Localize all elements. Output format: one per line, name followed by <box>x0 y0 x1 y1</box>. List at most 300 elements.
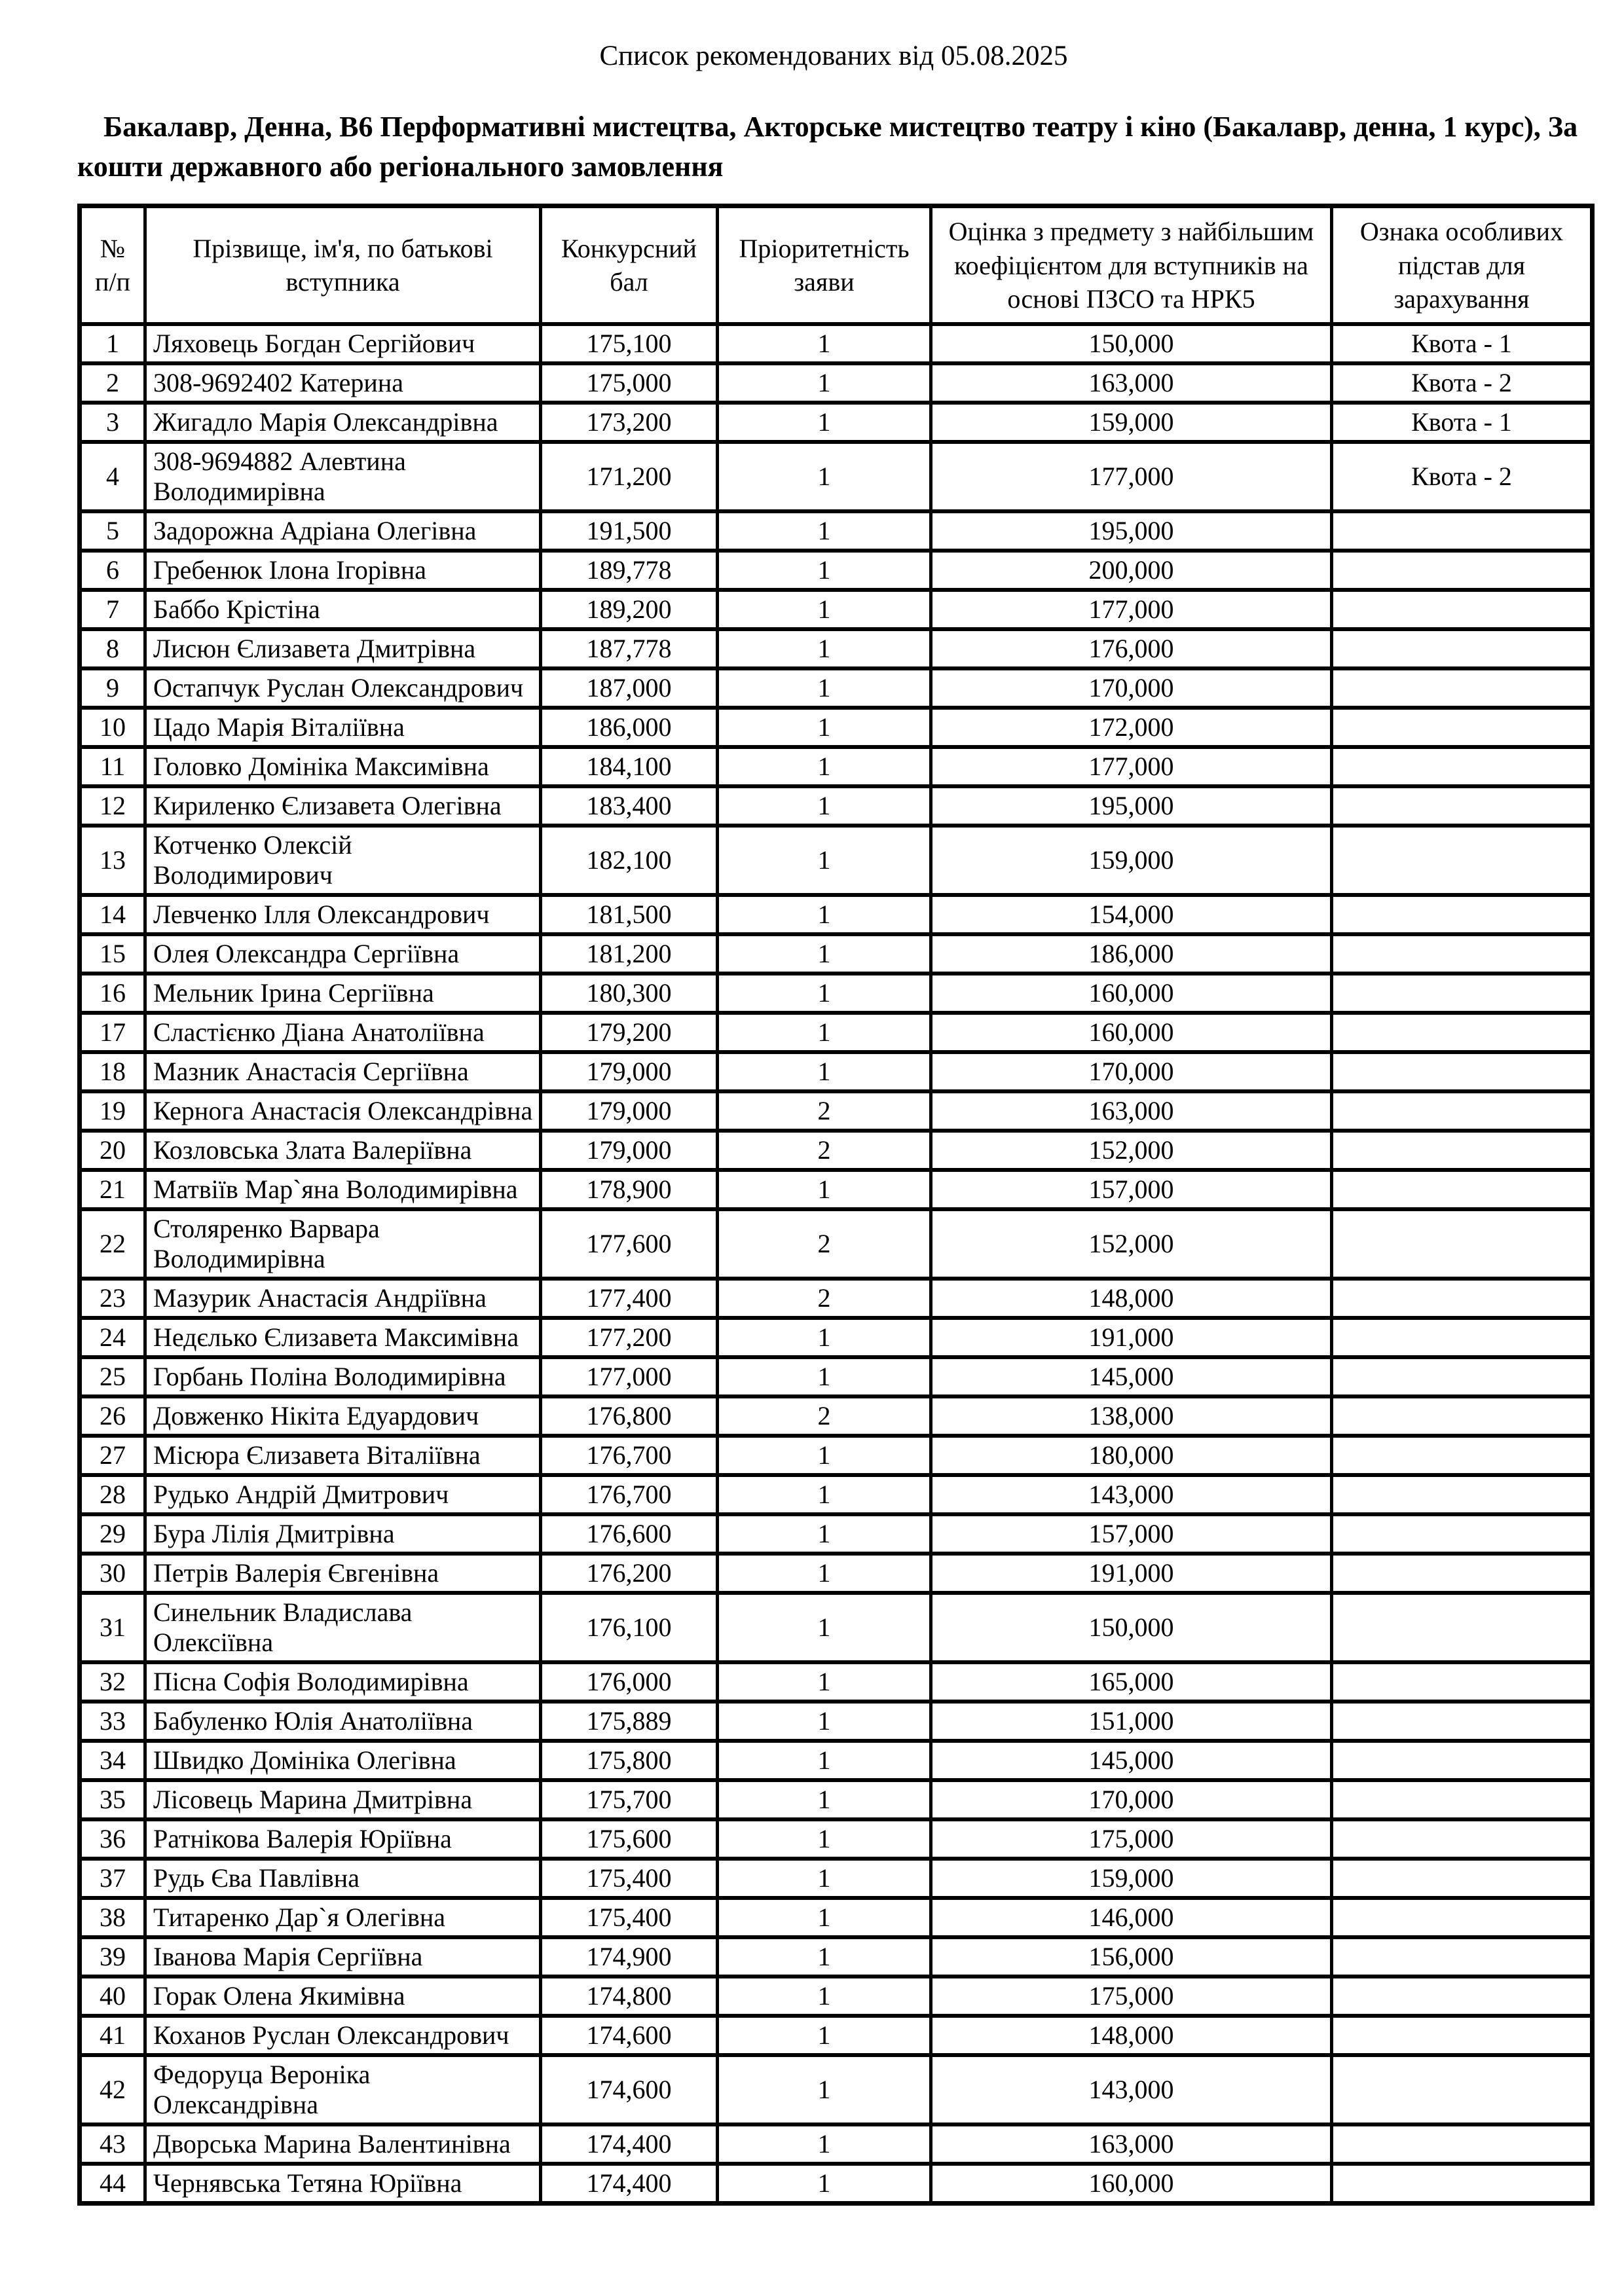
quota-cell <box>1332 747 1593 786</box>
row-number-cell: 34 <box>80 1741 145 1780</box>
subject-score-cell: 186,000 <box>931 934 1332 974</box>
competitive-score-cell: 176,100 <box>541 1593 718 1662</box>
table-row <box>80 786 1593 826</box>
priority-cell: 1 <box>718 826 931 895</box>
applicant-name-cell: Матвіїв Мар`яна Володимирівна <box>145 1170 541 1209</box>
subject-score-cell: 165,000 <box>931 1662 1332 1702</box>
quota-cell <box>1332 1937 1593 1977</box>
row-number-cell: 7 <box>80 590 145 629</box>
table-row <box>80 1475 1593 1514</box>
priority-cell: 1 <box>718 895 931 934</box>
row-number-cell: 39 <box>80 1937 145 1977</box>
row-number-cell: 14 <box>80 895 145 934</box>
table-row <box>80 1436 1593 1475</box>
quota-cell <box>1332 1091 1593 1131</box>
subject-score-cell: 177,000 <box>931 590 1332 629</box>
row-number-cell: 17 <box>80 1013 145 1052</box>
competitive-score-cell: 174,600 <box>541 2016 718 2055</box>
competitive-score-cell: 176,200 <box>541 1554 718 1593</box>
applicant-name-cell: Сластієнко Діана Анатоліївна <box>145 1013 541 1052</box>
table-row <box>80 590 1593 629</box>
subject-score-cell: 159,000 <box>931 1859 1332 1898</box>
applicant-name-cell: Кернога Анастасія Олександрівна <box>145 1091 541 1131</box>
priority-cell: 1 <box>718 1052 931 1091</box>
row-number-cell: 13 <box>80 826 145 895</box>
table-row <box>80 2124 1593 2164</box>
priority-cell: 1 <box>718 1937 931 1977</box>
table-row <box>80 1859 1593 1898</box>
applicant-name-cell: Левченко Ілля Олександрович <box>145 895 541 934</box>
applicant-name-cell: Коханов Руслан Олександрович <box>145 2016 541 2055</box>
quota-cell <box>1332 786 1593 826</box>
table-row <box>80 2016 1593 2055</box>
priority-cell: 1 <box>718 668 931 708</box>
quota-cell <box>1332 974 1593 1013</box>
row-number-cell: 30 <box>80 1554 145 1593</box>
applicant-name-cell: Столяренко Варвара Володимирівна <box>145 1209 541 1279</box>
applicant-name-cell: Остапчук Руслан Олександрович <box>145 668 541 708</box>
table-row <box>80 1357 1593 1396</box>
competitive-score-cell: 175,100 <box>541 324 718 363</box>
document-content <box>77 38 1590 2206</box>
priority-cell: 2 <box>718 1131 931 1170</box>
priority-cell: 1 <box>718 1702 931 1741</box>
table-row <box>80 1318 1593 1357</box>
applicant-name-cell: Задорожна Адріана Олегівна <box>145 511 541 551</box>
row-number-cell: 25 <box>80 1357 145 1396</box>
quota-cell: Квота - 2 <box>1332 363 1593 403</box>
subject-score-cell: 172,000 <box>931 708 1332 747</box>
row-number-cell: 41 <box>80 2016 145 2055</box>
priority-cell: 1 <box>718 708 931 747</box>
table-row <box>80 1977 1593 2016</box>
applicant-name-cell: Довженко Нікіта Едуардович <box>145 1396 541 1436</box>
row-number-cell: 31 <box>80 1593 145 1662</box>
quota-cell <box>1332 1898 1593 1937</box>
table-row <box>80 974 1593 1013</box>
table-row <box>80 708 1593 747</box>
priority-cell: 1 <box>718 1780 931 1819</box>
subject-score-cell: 150,000 <box>931 324 1332 363</box>
priority-cell: 1 <box>718 1977 931 2016</box>
applicant-name-cell: Чернявська Тетяна Юріївна <box>145 2164 541 2204</box>
table-row <box>80 363 1593 403</box>
row-number-cell: 11 <box>80 747 145 786</box>
applicant-name-cell: Дворська Марина Валентинівна <box>145 2124 541 2164</box>
row-number-cell: 18 <box>80 1052 145 1091</box>
row-number-cell: 15 <box>80 934 145 974</box>
subject-score-cell: 154,000 <box>931 895 1332 934</box>
quota-cell <box>1332 1436 1593 1475</box>
subject-score-cell: 151,000 <box>931 1702 1332 1741</box>
subject-score-cell: 191,000 <box>931 1318 1332 1357</box>
row-number-cell: 38 <box>80 1898 145 1937</box>
priority-cell: 1 <box>718 551 931 590</box>
applicant-name-cell: Титаренко Дар`я Олегівна <box>145 1898 541 1937</box>
priority-cell: 1 <box>718 629 931 668</box>
quota-cell <box>1332 1170 1593 1209</box>
applicant-name-cell: Жигадло Марія Олександрівна <box>145 403 541 442</box>
table-row <box>80 1514 1593 1554</box>
priority-cell: 1 <box>718 1013 931 1052</box>
subject-score-cell: 170,000 <box>931 1052 1332 1091</box>
applicant-name-cell: Горак Олена Якимівна <box>145 1977 541 2016</box>
quota-cell <box>1332 590 1593 629</box>
priority-cell: 1 <box>718 1357 931 1396</box>
competitive-score-cell: 180,300 <box>541 974 718 1013</box>
row-number-cell: 1 <box>80 324 145 363</box>
competitive-score-cell: 175,700 <box>541 1780 718 1819</box>
applicant-name-cell: Гребенюк Ілона Ігорівна <box>145 551 541 590</box>
table-row <box>80 1898 1593 1937</box>
applicant-name-cell: Швидко Домініка Олегівна <box>145 1741 541 1780</box>
competitive-score-cell: 183,400 <box>541 786 718 826</box>
priority-cell: 1 <box>718 934 931 974</box>
priority-cell: 1 <box>718 2124 931 2164</box>
competitive-score-cell: 177,200 <box>541 1318 718 1357</box>
quota-cell <box>1332 1318 1593 1357</box>
subject-score-cell: 177,000 <box>931 747 1332 786</box>
row-number-cell: 20 <box>80 1131 145 1170</box>
subject-score-cell: 200,000 <box>931 551 1332 590</box>
table-row <box>80 1554 1593 1593</box>
applicant-name-cell: Синельник Владислава Олексіївна <box>145 1593 541 1662</box>
table-row <box>80 2164 1593 2204</box>
priority-cell: 2 <box>718 1396 931 1436</box>
subject-score-cell: 159,000 <box>931 826 1332 895</box>
priority-cell: 1 <box>718 1318 931 1357</box>
priority-cell: 1 <box>718 1554 931 1593</box>
row-number-cell: 32 <box>80 1662 145 1702</box>
table-row <box>80 629 1593 668</box>
header-applicant-name: Прізвище, ім'я, по батькові вступника <box>145 206 541 324</box>
subject-score-cell: 143,000 <box>931 2055 1332 2124</box>
priority-cell: 1 <box>718 2016 931 2055</box>
competitive-score-cell: 174,900 <box>541 1937 718 1977</box>
row-number-cell: 28 <box>80 1475 145 1514</box>
quota-cell: Квота - 1 <box>1332 403 1593 442</box>
subject-score-cell: 170,000 <box>931 668 1332 708</box>
row-number-cell: 3 <box>80 403 145 442</box>
table-row <box>80 1937 1593 1977</box>
quota-cell <box>1332 2164 1593 2204</box>
applicant-name-cell: Іванова Марія Сергіївна <box>145 1937 541 1977</box>
row-number-cell: 5 <box>80 511 145 551</box>
quota-cell <box>1332 1977 1593 2016</box>
priority-cell: 1 <box>718 786 931 826</box>
table-row <box>80 1741 1593 1780</box>
competitive-score-cell: 181,500 <box>541 895 718 934</box>
quota-cell <box>1332 1662 1593 1702</box>
competitive-score-cell: 189,200 <box>541 590 718 629</box>
competitive-score-cell: 175,800 <box>541 1741 718 1780</box>
applicants-table-header <box>80 206 1593 324</box>
quota-cell <box>1332 1593 1593 1662</box>
priority-cell: 1 <box>718 2164 931 2204</box>
quota-cell <box>1332 1052 1593 1091</box>
row-number-cell: 40 <box>80 1977 145 2016</box>
row-number-cell: 22 <box>80 1209 145 1279</box>
quota-cell <box>1332 1131 1593 1170</box>
competitive-score-cell: 186,000 <box>541 708 718 747</box>
competitive-score-cell: 176,800 <box>541 1396 718 1436</box>
priority-cell: 1 <box>718 2055 931 2124</box>
subject-score-cell: 150,000 <box>931 1593 1332 1662</box>
competitive-score-cell: 171,200 <box>541 442 718 511</box>
applicant-name-cell: Баббо Крістіна <box>145 590 541 629</box>
competitive-score-cell: 177,000 <box>541 1357 718 1396</box>
competitive-score-cell: 174,600 <box>541 2055 718 2124</box>
row-number-cell: 12 <box>80 786 145 826</box>
priority-cell: 1 <box>718 747 931 786</box>
applicant-name-cell: Олея Олександра Сергіївна <box>145 934 541 974</box>
quota-cell <box>1332 2016 1593 2055</box>
competitive-score-cell: 173,200 <box>541 403 718 442</box>
priority-cell: 1 <box>718 1859 931 1898</box>
competitive-score-cell: 178,900 <box>541 1170 718 1209</box>
applicant-name-cell: Лісовець Марина Дмитрівна <box>145 1780 541 1819</box>
applicant-name-cell: Мазурик Анастасія Андріївна <box>145 1279 541 1318</box>
table-row <box>80 1819 1593 1859</box>
table-row <box>80 668 1593 708</box>
table-row <box>80 442 1593 511</box>
priority-cell: 1 <box>718 974 931 1013</box>
priority-cell: 2 <box>718 1209 931 1279</box>
row-number-cell: 23 <box>80 1279 145 1318</box>
row-number-cell: 9 <box>80 668 145 708</box>
table-row <box>80 1052 1593 1091</box>
quota-cell <box>1332 1702 1593 1741</box>
table-row <box>80 1702 1593 1741</box>
competitive-score-cell: 181,200 <box>541 934 718 974</box>
priority-cell: 1 <box>718 1898 931 1937</box>
table-row <box>80 324 1593 363</box>
applicant-name-cell: Федоруца Вероніка Олександрівна <box>145 2055 541 2124</box>
quota-cell <box>1332 511 1593 551</box>
subject-score-cell: 145,000 <box>931 1357 1332 1396</box>
table-row <box>80 934 1593 974</box>
competitive-score-cell: 177,400 <box>541 1279 718 1318</box>
quota-cell <box>1332 629 1593 668</box>
quota-cell <box>1332 1357 1593 1396</box>
row-number-cell: 21 <box>80 1170 145 1209</box>
competitive-score-cell: 174,800 <box>541 1977 718 2016</box>
subject-score-cell: 145,000 <box>931 1741 1332 1780</box>
subject-score-cell: 180,000 <box>931 1436 1332 1475</box>
row-number-cell: 29 <box>80 1514 145 1554</box>
applicant-name-cell: Ратнікова Валерія Юріївна <box>145 1819 541 1859</box>
quota-cell <box>1332 1209 1593 1279</box>
table-row <box>80 895 1593 934</box>
subject-score-cell: 148,000 <box>931 1279 1332 1318</box>
subject-score-cell: 157,000 <box>931 1170 1332 1209</box>
row-number-cell: 16 <box>80 974 145 1013</box>
quota-cell <box>1332 1396 1593 1436</box>
quota-cell: Квота - 2 <box>1332 442 1593 511</box>
priority-cell: 1 <box>718 1514 931 1554</box>
row-number-cell: 4 <box>80 442 145 511</box>
subject-score-cell: 146,000 <box>931 1898 1332 1937</box>
applicant-name-cell: Мельник Ірина Сергіївна <box>145 974 541 1013</box>
competitive-score-cell: 175,889 <box>541 1702 718 1741</box>
table-row <box>80 1396 1593 1436</box>
header-row-number: № п/п <box>80 206 145 324</box>
quota-cell <box>1332 1279 1593 1318</box>
priority-cell: 1 <box>718 1662 931 1702</box>
priority-cell: 1 <box>718 363 931 403</box>
applicant-name-cell: Горбань Поліна Володимирівна <box>145 1357 541 1396</box>
quota-cell <box>1332 826 1593 895</box>
quota-cell: Квота - 1 <box>1332 324 1593 363</box>
priority-cell: 1 <box>718 442 931 511</box>
competitive-score-cell: 174,400 <box>541 2164 718 2204</box>
quota-cell <box>1332 1741 1593 1780</box>
competitive-score-cell: 179,000 <box>541 1091 718 1131</box>
quota-cell <box>1332 551 1593 590</box>
competitive-score-cell: 191,500 <box>541 511 718 551</box>
table-row <box>80 511 1593 551</box>
header-application-priority: Пріоритетність заяви <box>718 206 931 324</box>
competitive-score-cell: 175,400 <box>541 1898 718 1937</box>
competitive-score-cell: 175,400 <box>541 1859 718 1898</box>
row-number-cell: 43 <box>80 2124 145 2164</box>
table-row <box>80 1131 1593 1170</box>
quota-cell <box>1332 708 1593 747</box>
subject-score-cell: 175,000 <box>931 1977 1332 2016</box>
competitive-score-cell: 179,200 <box>541 1013 718 1052</box>
applicants-table-body <box>80 324 1593 2204</box>
priority-cell: 2 <box>718 1091 931 1131</box>
applicant-name-cell: Недєлько Єлизавета Максимівна <box>145 1318 541 1357</box>
subject-score-cell: 195,000 <box>931 511 1332 551</box>
competitive-score-cell: 189,778 <box>541 551 718 590</box>
applicant-name-cell: Лисюн Єлизавета Дмитрівна <box>145 629 541 668</box>
table-row <box>80 747 1593 786</box>
subject-score-cell: 163,000 <box>931 2124 1332 2164</box>
quota-cell <box>1332 1859 1593 1898</box>
row-number-cell: 37 <box>80 1859 145 1898</box>
subject-score-cell: 163,000 <box>931 1091 1332 1131</box>
document-subtitle: Бакалавр, Денна, В6 Перформативні мистецтва, Акторське мистецтво театру і кіно (Бакалавр, денна, 1 курс), За кошти державного або регіонального замовлення <box>77 110 1578 183</box>
table-row <box>80 551 1593 590</box>
subject-score-cell: 159,000 <box>931 403 1332 442</box>
subject-score-cell: 163,000 <box>931 363 1332 403</box>
row-number-cell: 26 <box>80 1396 145 1436</box>
subject-score-cell: 160,000 <box>931 974 1332 1013</box>
subject-score-cell: 195,000 <box>931 786 1332 826</box>
priority-cell: 1 <box>718 324 931 363</box>
priority-cell: 1 <box>718 1475 931 1514</box>
header-special-grounds: Ознака особливих підстав для зарахування <box>1332 206 1593 324</box>
row-number-cell: 36 <box>80 1819 145 1859</box>
applicant-name-cell: Цадо Марія Віталіївна <box>145 708 541 747</box>
subject-score-cell: 143,000 <box>931 1475 1332 1514</box>
row-number-cell: 8 <box>80 629 145 668</box>
competitive-score-cell: 176,700 <box>541 1436 718 1475</box>
subject-score-cell: 176,000 <box>931 629 1332 668</box>
table-row <box>80 826 1593 895</box>
competitive-score-cell: 175,000 <box>541 363 718 403</box>
subject-score-cell: 152,000 <box>931 1131 1332 1170</box>
competitive-score-cell: 176,000 <box>541 1662 718 1702</box>
priority-cell: 1 <box>718 1819 931 1859</box>
subject-score-cell: 175,000 <box>931 1819 1332 1859</box>
competitive-score-cell: 182,100 <box>541 826 718 895</box>
applicant-name-cell: 308-9692402 Катерина <box>145 363 541 403</box>
quota-cell <box>1332 1554 1593 1593</box>
competitive-score-cell: 179,000 <box>541 1131 718 1170</box>
applicant-name-cell: Місюра Єлизавета Віталіївна <box>145 1436 541 1475</box>
quota-cell <box>1332 1013 1593 1052</box>
table-row <box>80 1279 1593 1318</box>
quota-cell <box>1332 895 1593 934</box>
row-number-cell: 44 <box>80 2164 145 2204</box>
row-number-cell: 6 <box>80 551 145 590</box>
subject-score-cell: 152,000 <box>931 1209 1332 1279</box>
competitive-score-cell: 187,000 <box>541 668 718 708</box>
competitive-score-cell: 187,778 <box>541 629 718 668</box>
competitive-score-cell: 184,100 <box>541 747 718 786</box>
applicant-name-cell: Козловська Злата Валеріївна <box>145 1131 541 1170</box>
header-subject-score: Оцінка з предмету з найбільшим коефіцієнтом для вступників на основі ПЗСО та НРК5 <box>931 206 1332 324</box>
applicant-name-cell: Рудь Єва Павлівна <box>145 1859 541 1898</box>
applicant-name-cell: Бабуленко Юлія Анатоліївна <box>145 1702 541 1741</box>
row-number-cell: 24 <box>80 1318 145 1357</box>
header-row <box>80 206 1593 324</box>
table-row <box>80 1013 1593 1052</box>
subject-score-cell: 156,000 <box>931 1937 1332 1977</box>
quota-cell <box>1332 1780 1593 1819</box>
table-row <box>80 1780 1593 1819</box>
priority-cell: 1 <box>718 1741 931 1780</box>
priority-cell: 2 <box>718 1279 931 1318</box>
applicant-name-cell: Кириленко Єлизавета Олегівна <box>145 786 541 826</box>
competitive-score-cell: 176,600 <box>541 1514 718 1554</box>
quota-cell <box>1332 1475 1593 1514</box>
table-row <box>80 403 1593 442</box>
table-row <box>80 1170 1593 1209</box>
priority-cell: 1 <box>718 590 931 629</box>
applicant-name-cell: Бура Лілія Дмитрівна <box>145 1514 541 1554</box>
competitive-score-cell: 175,600 <box>541 1819 718 1859</box>
row-number-cell: 19 <box>80 1091 145 1131</box>
quota-cell <box>1332 1819 1593 1859</box>
priority-cell: 1 <box>718 1170 931 1209</box>
applicant-name-cell: Рудько Андрій Дмитрович <box>145 1475 541 1514</box>
table-row <box>80 1662 1593 1702</box>
row-number-cell: 35 <box>80 1780 145 1819</box>
document-title: Список рекомендованих від 05.08.2025 <box>599 41 1068 71</box>
quota-cell <box>1332 668 1593 708</box>
row-number-cell: 42 <box>80 2055 145 2124</box>
table-row <box>80 2055 1593 2124</box>
quota-cell <box>1332 2124 1593 2164</box>
row-number-cell: 10 <box>80 708 145 747</box>
priority-cell: 1 <box>718 403 931 442</box>
competitive-score-cell: 179,000 <box>541 1052 718 1091</box>
priority-cell: 1 <box>718 511 931 551</box>
applicant-name-cell: Ляховець Богдан Сергійович <box>145 324 541 363</box>
subject-score-cell: 177,000 <box>931 442 1332 511</box>
quota-cell <box>1332 2055 1593 2124</box>
table-row <box>80 1209 1593 1279</box>
subject-score-cell: 157,000 <box>931 1514 1332 1554</box>
applicant-name-cell: Петрів Валерія Євгенівна <box>145 1554 541 1593</box>
subject-score-cell: 191,000 <box>931 1554 1332 1593</box>
row-number-cell: 27 <box>80 1436 145 1475</box>
subject-score-cell: 148,000 <box>931 2016 1332 2055</box>
subject-score-cell: 160,000 <box>931 1013 1332 1052</box>
